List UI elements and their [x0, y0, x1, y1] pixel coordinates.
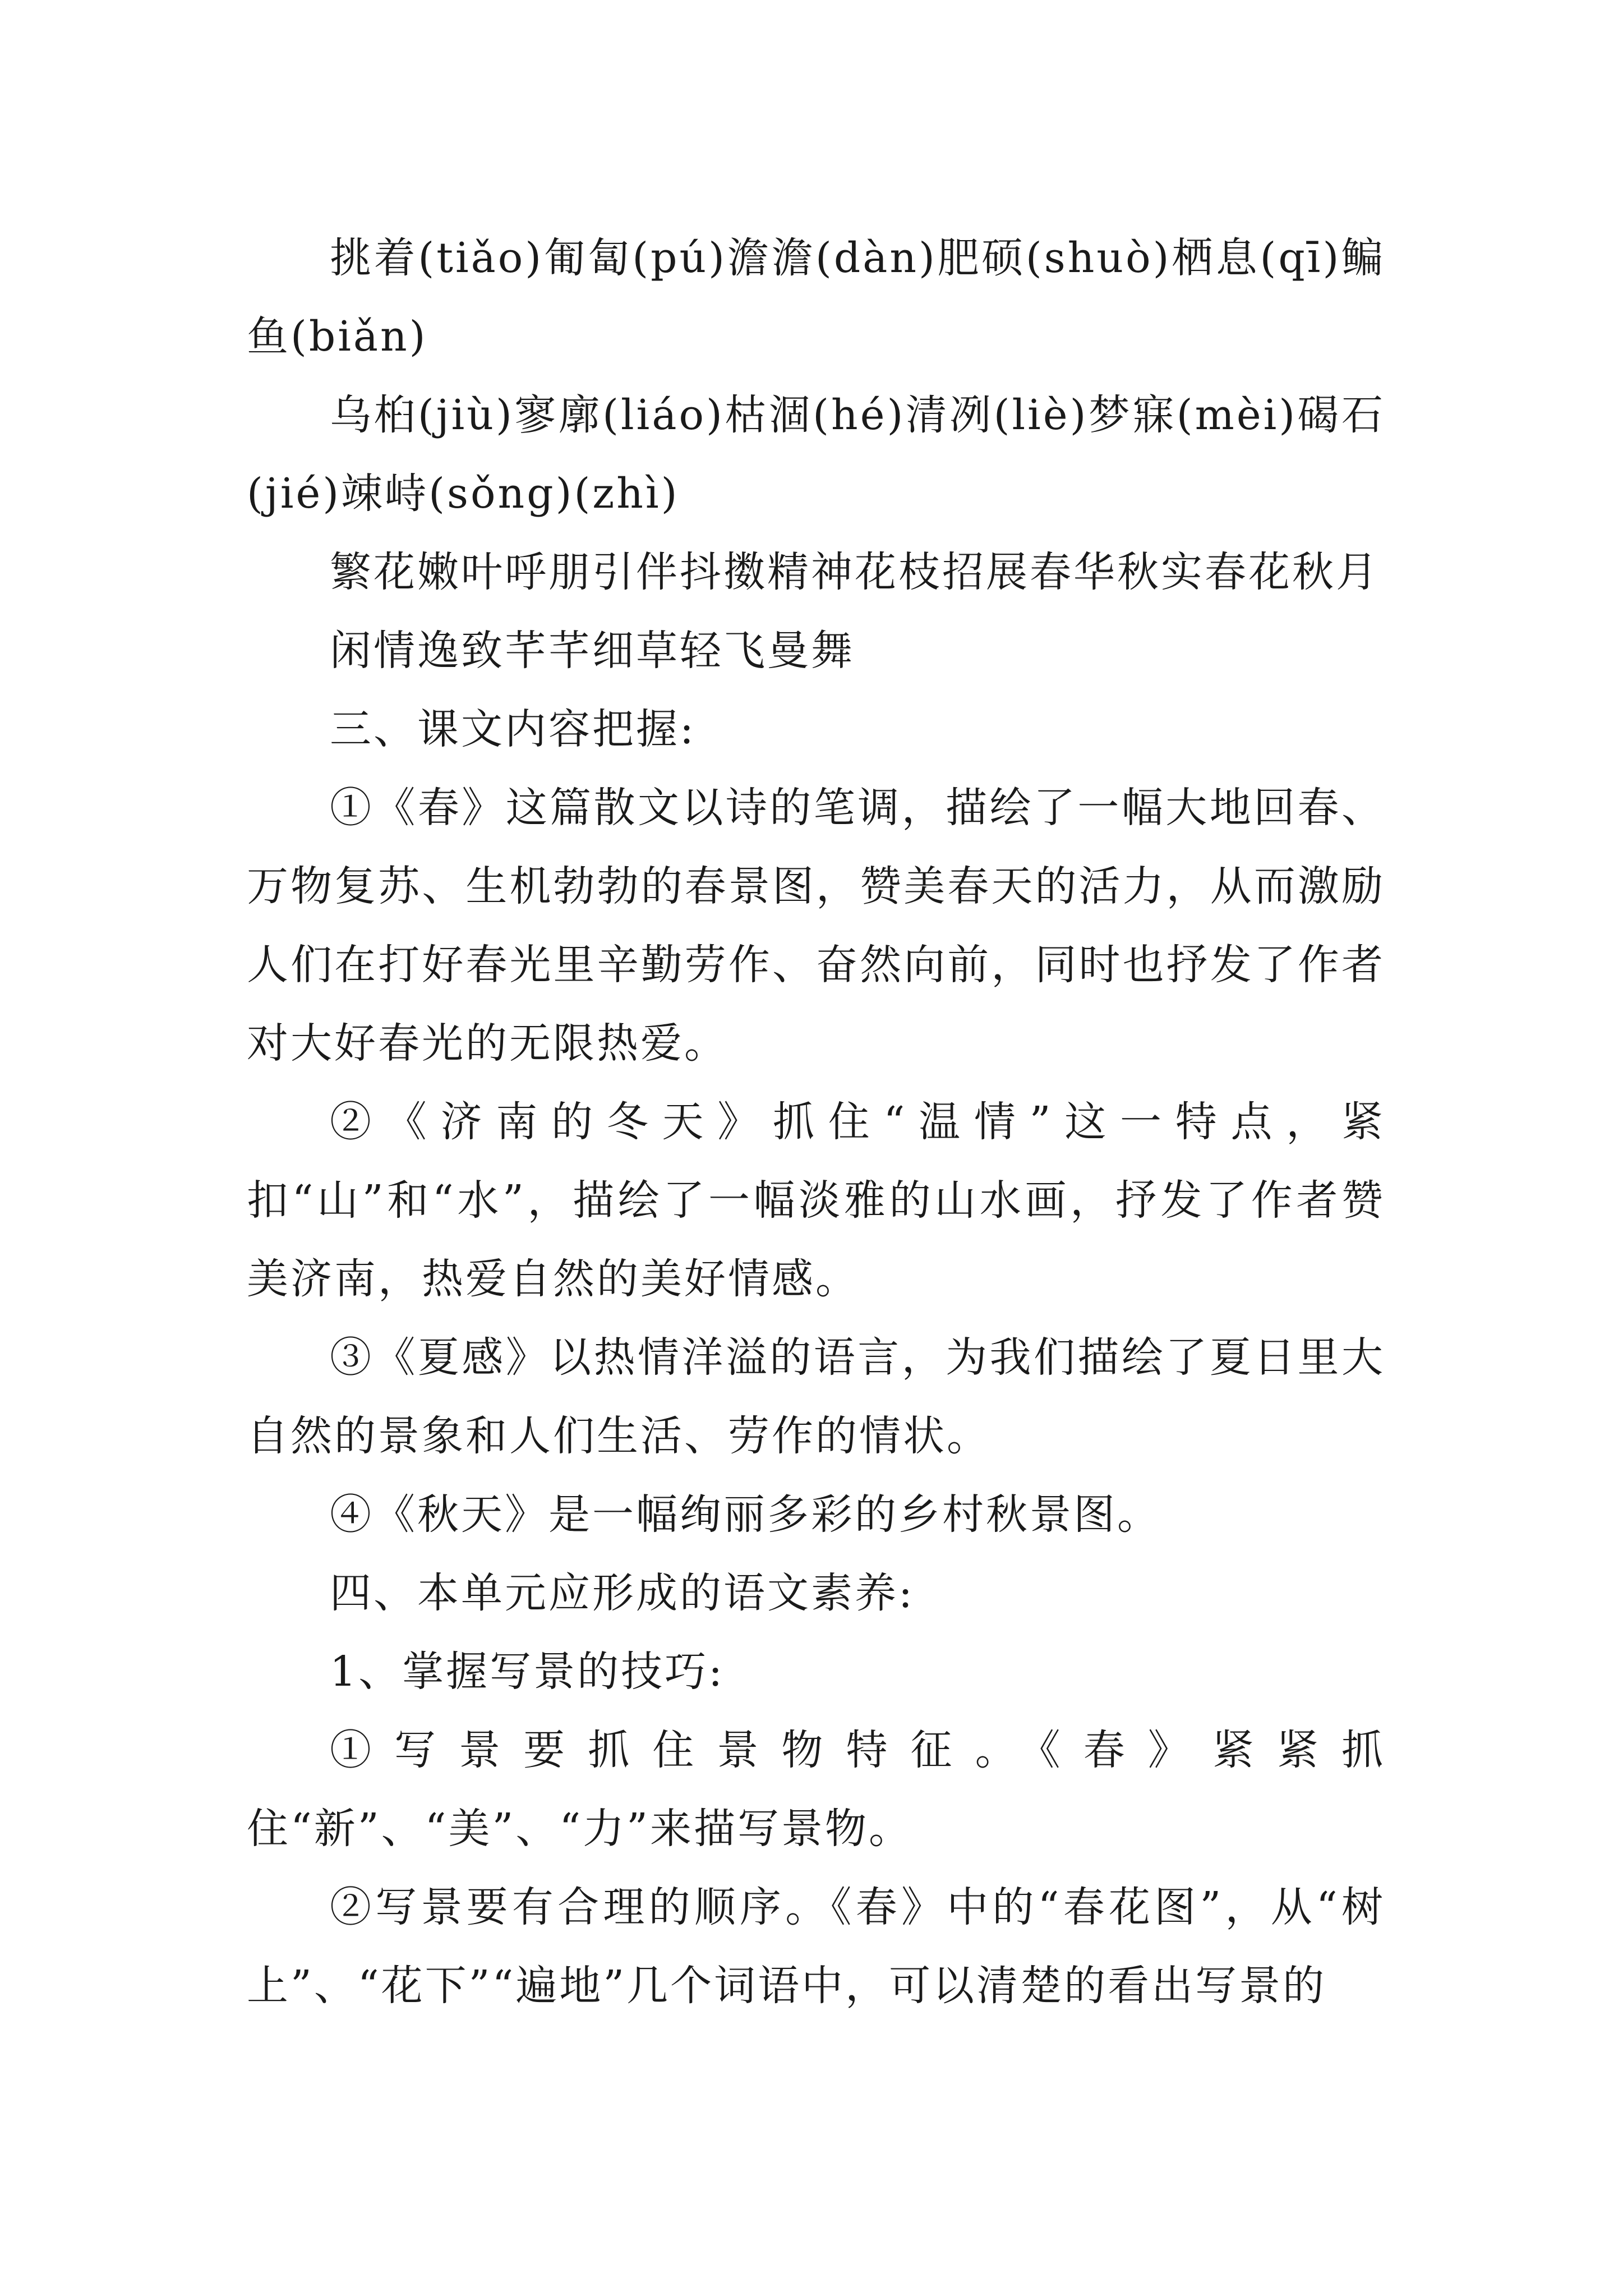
summary-spring: ①《春》这篇散文以诗的笔调，描绘了一幅大地回春、万物复苏、生机勃勃的春景图，赞美春天的活力，从而激励人们在打好春光里辛勤劳作、奋然向前，同时也抒发了作者对大好春光的无限热爱。	[247, 784, 1385, 1068]
idiom-line-1: 繁花嫩叶呼朋引伴抖擞精神花枝招展春华秋实春花秋月	[330, 548, 1380, 596]
pinyin-line-1: 挑着(tiǎo)匍匐(pú)澹澹(dàn)肥硕(shuò)栖息(qī)鳊鱼(biǎn)	[247, 234, 1385, 361]
pinyin-line-2: 乌桕(jiù)寥廓(liáo)枯涸(hé)清冽(liè)梦寐(mèi)碣石(jié)竦峙(sǒng)(zhì)	[247, 391, 1385, 518]
section-heading-4: 四、本单元应形成的语文素养:	[330, 1569, 915, 1617]
summary-autumn: ④《秋天》是一幅绚丽多彩的乡村秋景图。	[330, 1490, 1161, 1539]
document-body	[247, 219, 1385, 2025]
idiom-line-2: 闲情逸致芊芊细草轻飞曼舞	[330, 627, 855, 675]
summary-summer: ③《夏感》以热情洋溢的语言，为我们描绘了夏日里大自然的景象和人们生活、劳作的情状。	[247, 1333, 1385, 1460]
section-heading-3: 三、课文内容把握:	[330, 705, 696, 753]
technique-1: ①写景要抓住景物特征。《春》紧紧抓住“新”、“美”、“力”来描写景物。	[247, 1726, 1385, 1853]
subheading-1: 1、掌握写景的技巧:	[330, 1648, 725, 1696]
technique-2: ②写景要有合理的顺序。《春》中的“春花图”，从“树上”、“花下”“遍地”几个词语中，可以清楚的看出写景的	[247, 1883, 1385, 2010]
summary-jinan-winter: ②《济南的冬天》抓住“温情”这一特点，紧扣“山”和“水”，描绘了一幅淡雅的山水画，抒发了作者赞美济南，热爱自然的美好情感。	[247, 1098, 1385, 1303]
